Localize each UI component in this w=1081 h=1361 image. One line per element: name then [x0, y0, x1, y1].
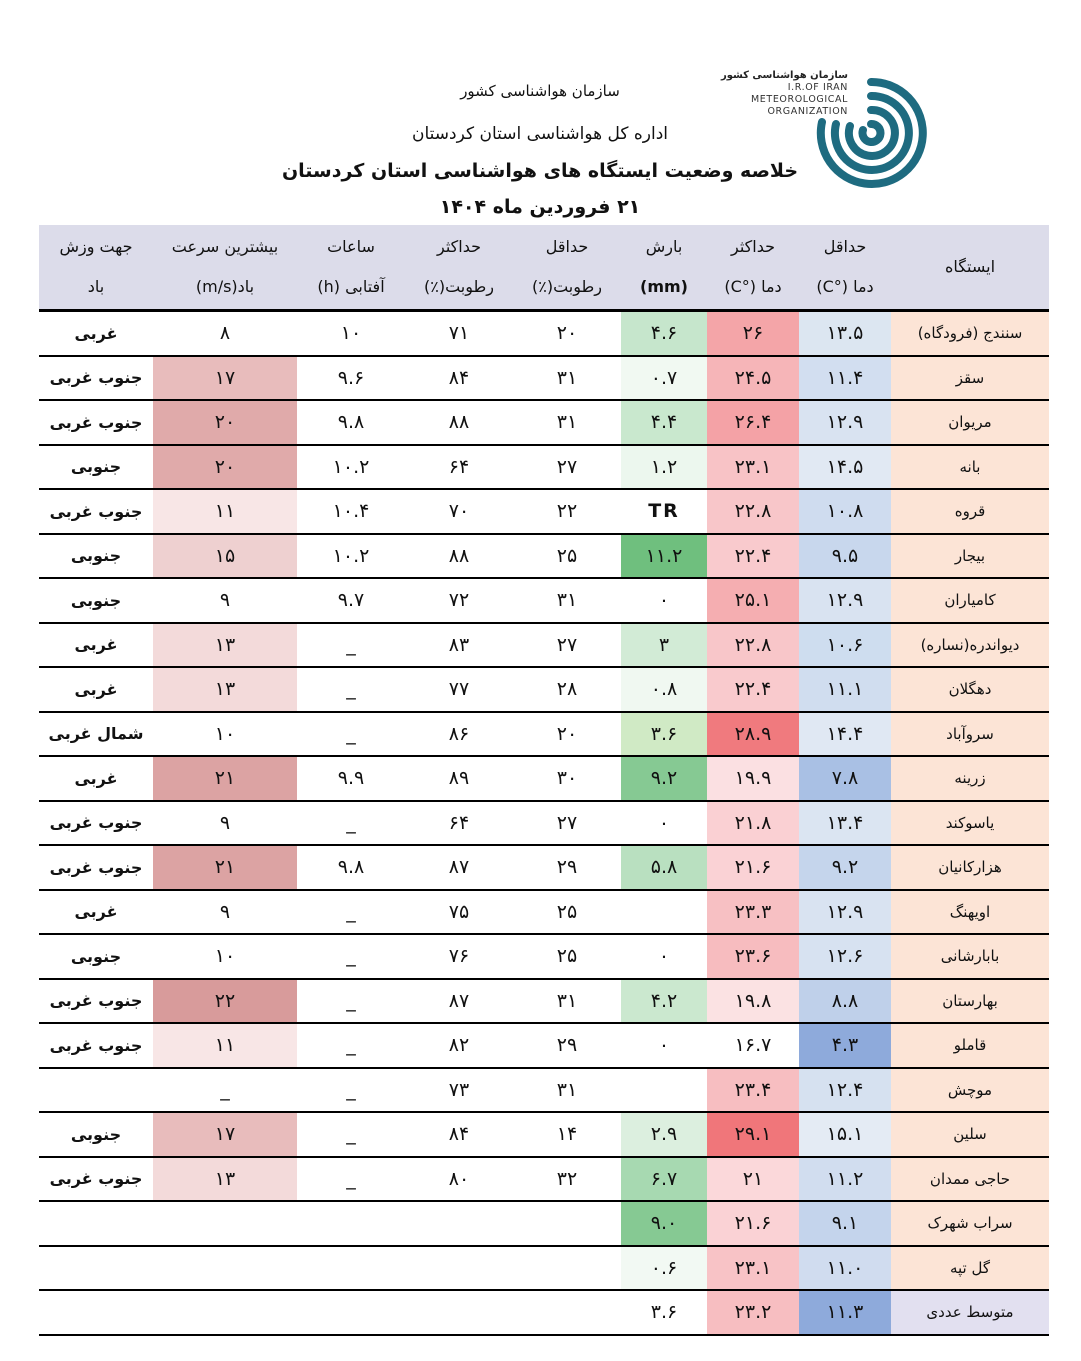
max-humidity-cell: ۸۷ [405, 845, 513, 890]
min-temp-cell: ۹.۲ [799, 845, 891, 890]
table-row [39, 934, 1049, 979]
max-temp-cell: ۲۲.۸ [707, 489, 799, 534]
dept-name: اداره کل هواشناسی استان کردستان [412, 124, 668, 144]
station-summary-table [39, 225, 1049, 1336]
wind-direction-cell: غربی [39, 667, 153, 712]
column-header-line2: (mm) [640, 277, 688, 296]
min-humidity-cell: ۱۴ [513, 1112, 621, 1157]
max-wind-speed-cell: ۱۳ [153, 1157, 297, 1202]
column-header-line2: دما (°C) [724, 277, 782, 296]
precipitation-cell [621, 1068, 707, 1113]
max-temp-cell: ۱۶.۷ [707, 1023, 799, 1068]
column-header [153, 225, 297, 311]
precipitation-cell: ۳.۶ [621, 712, 707, 757]
max-humidity-cell: ۸۳ [405, 623, 513, 668]
max-wind-speed-cell: ۱۰ [153, 934, 297, 979]
min-humidity-cell: ۳۱ [513, 400, 621, 445]
sunshine-hours-cell: ۱۰.۴ [297, 489, 405, 534]
max-humidity-cell: ۶۴ [405, 445, 513, 490]
table-row [39, 979, 1049, 1024]
max-temp-cell: ۲۲.۸ [707, 623, 799, 668]
station-cell: یاسوکند [891, 801, 1049, 846]
column-header-line2: رطوبت(٪) [532, 277, 602, 296]
precipitation-cell: ۱.۲ [621, 445, 707, 490]
station-cell: متوسط عددی [891, 1290, 1049, 1335]
max-humidity-cell: ۸۰ [405, 1157, 513, 1202]
sunshine-hours-cell: ۹.۸ [297, 845, 405, 890]
max-temp-cell: ۲۱.۶ [707, 1201, 799, 1246]
min-temp-cell: ۱۲.۶ [799, 934, 891, 979]
column-header [39, 225, 153, 311]
logo-en-line3: ORGANIZATION [767, 106, 848, 117]
wind-direction-cell: غربی [39, 311, 153, 356]
sunshine-hours-cell: ۹.۸ [297, 400, 405, 445]
table-row [39, 1246, 1049, 1291]
precipitation-cell: ۴.۴ [621, 400, 707, 445]
column-header [707, 225, 799, 311]
max-wind-speed-cell: _ [153, 1068, 297, 1113]
station-cell: سروآباد [891, 712, 1049, 757]
table-row [39, 801, 1049, 846]
logo-en-line2: METEOROLOGICAL [751, 94, 848, 105]
column-header-line1: حداقل [823, 237, 867, 256]
max-wind-speed-cell: ۸ [153, 311, 297, 356]
max-wind-speed-cell: ۲۱ [153, 756, 297, 801]
max-wind-speed-cell: ۱۰ [153, 712, 297, 757]
precipitation-cell: ۹.۲ [621, 756, 707, 801]
sunshine-hours-cell: _ [297, 1068, 405, 1113]
max-temp-cell: ۲۸.۹ [707, 712, 799, 757]
wind-direction-cell: جنوبی [39, 578, 153, 623]
max-wind-speed-cell: ۱۳ [153, 623, 297, 668]
min-temp-cell: ۱۱.۲ [799, 1157, 891, 1202]
max-wind-speed-cell: ۱۱ [153, 1023, 297, 1068]
min-humidity-cell: ۲۰ [513, 311, 621, 356]
column-header-line2: رطوبت(٪) [424, 277, 494, 296]
column-header-line1: بارش [645, 237, 683, 256]
max-temp-cell: ۲۵.۱ [707, 578, 799, 623]
min-temp-cell: ۱۲.۴ [799, 1068, 891, 1113]
wind-direction-cell: جنوب غربی [39, 1157, 153, 1202]
min-humidity-cell: ۲۵ [513, 534, 621, 579]
wind-direction-cell: غربی [39, 623, 153, 668]
table-header-row [39, 225, 1049, 311]
column-header-line1: بیشترین سرعت [171, 237, 279, 256]
wind-direction-cell [39, 1246, 153, 1291]
station-cell: اویهنگ [891, 890, 1049, 935]
max-humidity-cell: ۷۳ [405, 1068, 513, 1113]
max-temp-cell: ۲۳.۲ [707, 1290, 799, 1335]
wind-direction-cell: جنوبی [39, 534, 153, 579]
table-row [39, 445, 1049, 490]
min-humidity-cell: ۲۷ [513, 801, 621, 846]
table-row [39, 845, 1049, 890]
report-title: خلاصه وضعیت ایستگاه های هواشناسی استان کردستان [281, 160, 799, 182]
precipitation-cell: ۶.۷ [621, 1157, 707, 1202]
wind-direction-cell: جنوبی [39, 445, 153, 490]
max-temp-cell: ۲۶ [707, 311, 799, 356]
station-cell: دهگلان [891, 667, 1049, 712]
precipitation-cell: ۱۱.۲ [621, 534, 707, 579]
min-temp-cell: ۱۰.۶ [799, 623, 891, 668]
column-header [513, 225, 621, 311]
column-header [891, 225, 1049, 311]
min-temp-cell: ۱۲.۹ [799, 890, 891, 935]
wind-direction-cell: جنوب غربی [39, 1023, 153, 1068]
sunshine-hours-cell [297, 1201, 405, 1246]
max-wind-speed-cell: ۹ [153, 890, 297, 935]
min-humidity-cell [513, 1201, 621, 1246]
max-humidity-cell: ۷۱ [405, 311, 513, 356]
max-humidity-cell: ۷۵ [405, 890, 513, 935]
station-cell: گل تپه [891, 1246, 1049, 1291]
min-temp-cell: ۱۲.۹ [799, 578, 891, 623]
precipitation-cell: ۴.۲ [621, 979, 707, 1024]
max-wind-speed-cell: ۱۳ [153, 667, 297, 712]
table-row [39, 1201, 1049, 1246]
sunshine-hours-cell: _ [297, 979, 405, 1024]
precipitation-cell: ۳.۶ [621, 1290, 707, 1335]
min-temp-cell: ۴.۳ [799, 1023, 891, 1068]
min-humidity-cell: ۳۲ [513, 1157, 621, 1202]
min-humidity-cell: ۲۹ [513, 845, 621, 890]
min-temp-cell: ۹.۵ [799, 534, 891, 579]
column-header-line1: ساعات [327, 237, 375, 256]
wind-direction-cell: جنوب غربی [39, 356, 153, 401]
max-humidity-cell: ۸۸ [405, 534, 513, 579]
precipitation-cell: ۵.۸ [621, 845, 707, 890]
precipitation-cell [621, 890, 707, 935]
table-row [39, 578, 1049, 623]
max-wind-speed-cell: ۲۱ [153, 845, 297, 890]
max-humidity-cell: ۸۶ [405, 712, 513, 757]
sunshine-hours-cell: ۹.۹ [297, 756, 405, 801]
report-date: ۲۱ فروردین ماه ۱۴۰۴ [439, 196, 641, 218]
max-temp-cell: ۲۳.۱ [707, 445, 799, 490]
min-temp-cell: ۱۱.۳ [799, 1290, 891, 1335]
wind-direction-cell: جنوب غربی [39, 801, 153, 846]
column-header-line2: دما (°C) [816, 277, 874, 296]
column-header [297, 225, 405, 311]
wind-direction-cell: غربی [39, 756, 153, 801]
min-humidity-cell: ۲۲ [513, 489, 621, 534]
min-temp-cell: ۱۲.۹ [799, 400, 891, 445]
min-temp-cell: ۱۳.۴ [799, 801, 891, 846]
station-cell: حاجی ممدان [891, 1157, 1049, 1202]
sunshine-hours-cell: ۹.۶ [297, 356, 405, 401]
max-humidity-cell: ۸۹ [405, 756, 513, 801]
column-header [621, 225, 707, 311]
table-row [39, 400, 1049, 445]
max-temp-cell: ۱۹.۸ [707, 979, 799, 1024]
max-humidity-cell: ۸۲ [405, 1023, 513, 1068]
station-cell: سقز [891, 356, 1049, 401]
sunshine-hours-cell: _ [297, 623, 405, 668]
station-cell: بانه [891, 445, 1049, 490]
max-wind-speed-cell: ۱۷ [153, 1112, 297, 1157]
min-humidity-cell [513, 1290, 621, 1335]
wind-direction-cell: جنوبی [39, 934, 153, 979]
column-header-line1: حداقل [545, 237, 589, 256]
spiral-logo-icon [810, 72, 932, 194]
table-row [39, 534, 1049, 579]
min-temp-cell: ۱۱.۰ [799, 1246, 891, 1291]
column-header-line1: ایستگاه [944, 257, 996, 276]
sunshine-hours-cell: ۱۰.۲ [297, 445, 405, 490]
table-row [39, 623, 1049, 668]
precipitation-cell: ۳ [621, 623, 707, 668]
wind-direction-cell: غربی [39, 890, 153, 935]
max-wind-speed-cell [153, 1201, 297, 1246]
max-humidity-cell: ۷۶ [405, 934, 513, 979]
table-row [39, 1157, 1049, 1202]
wind-direction-cell: جنوب غربی [39, 489, 153, 534]
sunshine-hours-cell: _ [297, 1157, 405, 1202]
sunshine-hours-cell [297, 1290, 405, 1335]
logo-fa-text: سازمان هواشناسی کشور [720, 70, 848, 81]
min-humidity-cell: ۳۱ [513, 356, 621, 401]
min-humidity-cell: ۲۷ [513, 623, 621, 668]
sunshine-hours-cell: _ [297, 1023, 405, 1068]
max-wind-speed-cell: ۱۱ [153, 489, 297, 534]
station-cell: مریوان [891, 400, 1049, 445]
max-temp-cell: ۲۲.۴ [707, 667, 799, 712]
min-temp-cell: ۱۴.۵ [799, 445, 891, 490]
max-humidity-cell: ۷۰ [405, 489, 513, 534]
table-row [39, 489, 1049, 534]
max-humidity-cell [405, 1201, 513, 1246]
precipitation-cell: ۰.۸ [621, 667, 707, 712]
sunshine-hours-cell: _ [297, 890, 405, 935]
precipitation-cell: ۰ [621, 801, 707, 846]
table-row [39, 1023, 1049, 1068]
column-header-line1: حداکثر [730, 237, 775, 256]
max-humidity-cell [405, 1246, 513, 1291]
column-header-line2: آفتابی (h) [317, 277, 385, 296]
column-header-line1: جهت وزش [59, 237, 133, 256]
max-wind-speed-cell: ۲۰ [153, 400, 297, 445]
precipitation-cell: ۲.۹ [621, 1112, 707, 1157]
station-cell: دیواندره(نساره) [891, 623, 1049, 668]
min-temp-cell: ۹.۱ [799, 1201, 891, 1246]
min-humidity-cell: ۲۷ [513, 445, 621, 490]
table-row [39, 356, 1049, 401]
table-row [39, 667, 1049, 712]
min-humidity-cell: ۲۵ [513, 934, 621, 979]
min-temp-cell: ۱۱.۴ [799, 356, 891, 401]
max-temp-cell: ۲۴.۵ [707, 356, 799, 401]
max-humidity-cell: ۸۷ [405, 979, 513, 1024]
min-temp-cell: ۷.۸ [799, 756, 891, 801]
max-temp-cell: ۲۳.۴ [707, 1068, 799, 1113]
station-cell: بهارستان [891, 979, 1049, 1024]
station-cell: سلین [891, 1112, 1049, 1157]
station-cell: هزارکانیان [891, 845, 1049, 890]
max-humidity-cell: ۸۸ [405, 400, 513, 445]
max-wind-speed-cell: ۹ [153, 801, 297, 846]
org-name: سازمان هواشناسی کشور [460, 82, 620, 100]
station-cell: بابارشانی [891, 934, 1049, 979]
min-temp-cell: ۱۰.۸ [799, 489, 891, 534]
column-header [405, 225, 513, 311]
wind-direction-cell [39, 1201, 153, 1246]
wind-direction-cell [39, 1290, 153, 1335]
sunshine-hours-cell: _ [297, 667, 405, 712]
wind-direction-cell: جنوبی [39, 1112, 153, 1157]
column-header-line1: حداکثر [436, 237, 481, 256]
sunshine-hours-cell: _ [297, 934, 405, 979]
wind-direction-cell: جنوب غربی [39, 845, 153, 890]
precipitation-cell: ۰ [621, 578, 707, 623]
min-temp-cell: ۱۱.۱ [799, 667, 891, 712]
min-temp-cell: ۱۳.۵ [799, 311, 891, 356]
sunshine-hours-cell: ۱۰.۲ [297, 534, 405, 579]
max-temp-cell: ۲۱.۶ [707, 845, 799, 890]
organization-logo [716, 66, 930, 194]
station-cell: سنندج (فرودگاه) [891, 311, 1049, 356]
max-temp-cell: ۱۹.۹ [707, 756, 799, 801]
station-cell: قاملو [891, 1023, 1049, 1068]
sunshine-hours-cell: ۹.۷ [297, 578, 405, 623]
max-wind-speed-cell: ۲۲ [153, 979, 297, 1024]
min-humidity-cell: ۲۰ [513, 712, 621, 757]
max-wind-speed-cell: ۱۵ [153, 534, 297, 579]
max-humidity-cell: ۷۲ [405, 578, 513, 623]
max-humidity-cell: ۸۴ [405, 1112, 513, 1157]
min-humidity-cell: ۲۵ [513, 890, 621, 935]
table-row [39, 1290, 1049, 1335]
max-temp-cell: ۲۶.۴ [707, 400, 799, 445]
precipitation-cell: ۰.۷ [621, 356, 707, 401]
table-row [39, 311, 1049, 356]
max-wind-speed-cell: ۱۷ [153, 356, 297, 401]
min-humidity-cell: ۳۱ [513, 979, 621, 1024]
min-temp-cell: ۱۵.۱ [799, 1112, 891, 1157]
max-humidity-cell [405, 1290, 513, 1335]
sunshine-hours-cell: ۱۰ [297, 311, 405, 356]
precipitation-cell: ۰ [621, 1023, 707, 1068]
max-wind-speed-cell: ۹ [153, 578, 297, 623]
max-wind-speed-cell [153, 1246, 297, 1291]
precipitation-cell: ۰ [621, 934, 707, 979]
column-header-line2: باد(m/s) [195, 277, 255, 296]
column-header [799, 225, 891, 311]
precipitation-cell: TR [621, 489, 707, 534]
max-humidity-cell: ۸۴ [405, 356, 513, 401]
max-temp-cell: ۲۹.۱ [707, 1112, 799, 1157]
station-cell: قروه [891, 489, 1049, 534]
min-temp-cell: ۸.۸ [799, 979, 891, 1024]
table-row [39, 890, 1049, 935]
max-temp-cell: ۲۱ [707, 1157, 799, 1202]
sunshine-hours-cell: _ [297, 801, 405, 846]
table-body [39, 311, 1049, 1335]
max-temp-cell: ۲۲.۴ [707, 534, 799, 579]
min-temp-cell: ۱۴.۴ [799, 712, 891, 757]
max-humidity-cell: ۷۷ [405, 667, 513, 712]
table-row [39, 1112, 1049, 1157]
station-cell: کامیاران [891, 578, 1049, 623]
precipitation-cell: ۹.۰ [621, 1201, 707, 1246]
precipitation-cell: ۴.۶ [621, 311, 707, 356]
logo-en-line1: I.R.OF IRAN [787, 82, 848, 93]
column-header-line2: باد [87, 277, 105, 296]
min-humidity-cell [513, 1246, 621, 1291]
station-cell: سراب شهرک [891, 1201, 1049, 1246]
max-temp-cell: ۲۱.۸ [707, 801, 799, 846]
max-temp-cell: ۲۳.۶ [707, 934, 799, 979]
max-wind-speed-cell: ۲۰ [153, 445, 297, 490]
station-cell: زرینه [891, 756, 1049, 801]
wind-direction-cell: جنوب غربی [39, 979, 153, 1024]
station-cell: بیجار [891, 534, 1049, 579]
min-humidity-cell: ۳۱ [513, 1068, 621, 1113]
wind-direction-cell: جنوب غربی [39, 400, 153, 445]
max-temp-cell: ۲۳.۳ [707, 890, 799, 935]
max-wind-speed-cell [153, 1290, 297, 1335]
min-humidity-cell: ۲۹ [513, 1023, 621, 1068]
max-temp-cell: ۲۳.۱ [707, 1246, 799, 1291]
station-cell: موچش [891, 1068, 1049, 1113]
min-humidity-cell: ۲۸ [513, 667, 621, 712]
table-row [39, 712, 1049, 757]
table-row [39, 756, 1049, 801]
min-humidity-cell: ۳۱ [513, 578, 621, 623]
sunshine-hours-cell [297, 1246, 405, 1291]
precipitation-cell: ۰.۶ [621, 1246, 707, 1291]
table-row [39, 1068, 1049, 1113]
max-humidity-cell: ۶۴ [405, 801, 513, 846]
sunshine-hours-cell: _ [297, 1112, 405, 1157]
wind-direction-cell: شمال غربی [39, 712, 153, 757]
min-humidity-cell: ۳۰ [513, 756, 621, 801]
wind-direction-cell [39, 1068, 153, 1113]
sunshine-hours-cell: _ [297, 712, 405, 757]
